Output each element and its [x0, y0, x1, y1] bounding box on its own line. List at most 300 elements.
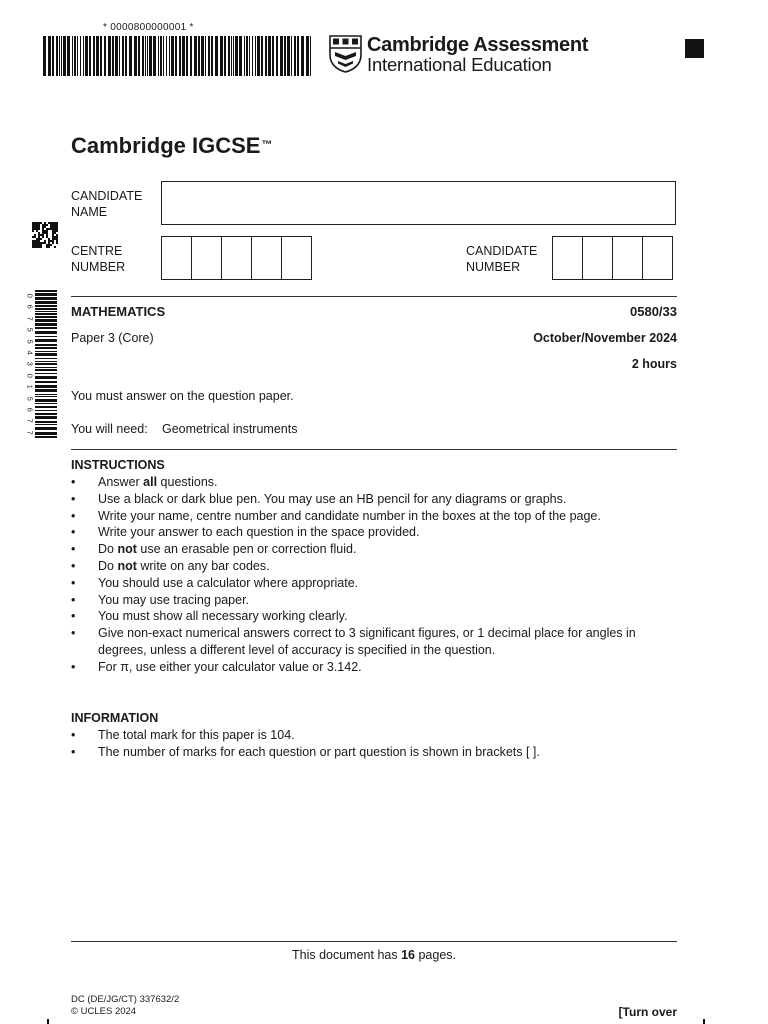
side-barcode-digit: 4	[25, 350, 35, 355]
qr-module	[32, 224, 34, 226]
barcode-bar	[74, 36, 76, 76]
barcode-bar	[145, 36, 146, 76]
barcode-bar	[77, 36, 78, 76]
instruction-item	[71, 474, 671, 491]
qr-module	[38, 242, 40, 244]
side-barcode-digit: 7	[25, 316, 35, 321]
qr-module	[40, 246, 42, 248]
barcode-bar	[138, 36, 140, 76]
qr-module	[54, 246, 56, 248]
side-barcode-bar	[35, 394, 57, 395]
barcode-bar	[306, 36, 309, 76]
side-barcode-bar	[35, 323, 57, 326]
qr-module	[46, 224, 48, 226]
qr-module	[46, 246, 48, 248]
barcode-bar	[287, 36, 290, 76]
qr-module	[50, 224, 52, 226]
side-barcode-digit: 5	[25, 339, 35, 344]
instruction-item	[71, 592, 671, 609]
candidate-number-cell[interactable]	[642, 236, 673, 280]
barcode-bar	[112, 36, 114, 76]
barcode-bar	[67, 36, 70, 76]
candidate-number-label-line2: NUMBER	[466, 260, 521, 274]
qr-module	[32, 244, 34, 246]
side-barcode-bar	[35, 339, 57, 342]
side-barcode-bar	[35, 432, 57, 435]
qr-module	[52, 224, 54, 226]
qr-module	[52, 230, 54, 232]
barcode-bar	[83, 36, 84, 76]
copyright: © UCLES 2024	[71, 1006, 137, 1017]
qr-module	[34, 222, 36, 224]
qr-module	[44, 232, 46, 234]
barcode-bar	[63, 36, 66, 76]
barcode-bar	[85, 36, 88, 76]
qr-module	[52, 242, 54, 244]
barcode-bar	[257, 36, 260, 76]
side-barcode-bar	[35, 293, 57, 296]
qr-module	[56, 238, 58, 240]
barcode-bar	[224, 36, 226, 76]
qr-module	[36, 238, 38, 240]
logo-line-1: Cambridge Assessment	[367, 34, 589, 56]
barcode-bar	[163, 36, 164, 76]
qr-code	[32, 222, 58, 248]
instruction-item-text: Answer all questions.	[98, 475, 218, 489]
side-barcode-bar	[35, 313, 57, 315]
side-barcode-bar	[35, 331, 57, 334]
equipment-label: You will need:	[71, 422, 148, 436]
barcode-bar	[93, 36, 95, 76]
qr-module	[56, 242, 58, 244]
bullet-icon: •	[71, 728, 76, 742]
qr-module	[32, 242, 34, 244]
candidate-number-label	[466, 243, 537, 275]
instruction-item-text: Write your name, centre number and candidate number in the boxes at the top of the page.	[98, 508, 601, 523]
centre-number-cell[interactable]	[251, 236, 282, 280]
crop-mark	[47, 1019, 49, 1024]
barcode-bar	[89, 36, 91, 76]
candidate-number-label-line1: CANDIDATE	[466, 244, 538, 258]
information-item	[71, 727, 671, 744]
barcode-bar	[186, 36, 188, 76]
barcode-bar	[276, 36, 278, 76]
side-barcode-bar	[35, 319, 57, 322]
qr-module	[56, 224, 58, 226]
qr-module	[50, 244, 52, 246]
side-barcode-digit: 0	[25, 293, 35, 298]
qr-module	[32, 222, 34, 224]
qr-module	[54, 232, 56, 234]
information-item-text: The number of marks for each question or part question is shown in brackets [ ].	[98, 744, 540, 759]
qr-module	[36, 226, 38, 228]
side-barcode-bar	[35, 353, 57, 356]
qr-module	[44, 230, 46, 232]
qr-module	[54, 226, 56, 228]
qr-module	[46, 230, 48, 232]
side-barcode-digit: 5	[25, 396, 35, 401]
qr-module	[32, 228, 34, 230]
side-barcode-digit: 7	[25, 430, 35, 435]
bullet-icon: •	[71, 475, 76, 489]
side-barcode-bar	[35, 396, 57, 397]
qr-module	[54, 238, 56, 240]
side-barcode-bar	[35, 358, 57, 359]
instruction-item	[71, 575, 671, 592]
barcode-bar	[171, 36, 174, 76]
qr-module	[52, 236, 54, 238]
qr-module	[38, 222, 40, 224]
barcode-bar	[147, 36, 148, 76]
barcode-bar	[179, 36, 181, 76]
candidate-name-label	[71, 188, 142, 220]
qr-module	[36, 224, 38, 226]
side-barcode-bar	[35, 305, 57, 307]
side-barcode-digit: 0	[25, 373, 35, 378]
side-barcode-bar	[35, 369, 57, 371]
qr-module	[42, 224, 44, 226]
instruction-item	[71, 541, 671, 558]
barcode-bar	[166, 36, 167, 76]
instruction-item-text: Give non-exact numerical answers correct to 3 significant figures, or 1 decimal place for angles in degrees, unless a different level of accuracy is specified in the question.	[98, 626, 636, 657]
side-barcode-bar	[35, 427, 57, 430]
candidate-name-label-line2: NAME	[71, 205, 108, 219]
qr-module	[40, 238, 42, 240]
side-barcode-digit: 7	[25, 418, 35, 424]
centre-number-cell[interactable]	[221, 236, 252, 280]
qr-module	[32, 240, 34, 242]
instruction-item	[71, 659, 671, 676]
divider	[71, 449, 677, 450]
instruction-item-text: Write your answer to each question in the space provided.	[98, 525, 420, 540]
qr-module	[56, 234, 58, 236]
qr-module	[46, 234, 48, 236]
bullet-icon: •	[71, 491, 76, 506]
side-barcode-digit: 1	[25, 384, 35, 389]
qr-module	[38, 240, 40, 242]
barcode-bar	[252, 36, 253, 76]
qr-module	[52, 240, 54, 242]
instructions-list	[71, 474, 671, 676]
side-barcode-bar	[35, 336, 57, 337]
qr-module	[34, 236, 36, 238]
side-barcode-bar	[35, 361, 57, 362]
barcode-bar	[56, 36, 58, 76]
equipment-value: Geometrical instruments	[162, 422, 298, 436]
centre-number-cell[interactable]	[281, 236, 312, 280]
cambridge-logo	[329, 34, 589, 76]
qr-module	[54, 228, 56, 230]
centre-number-cell[interactable]	[191, 236, 222, 280]
side-barcode-bar	[35, 363, 57, 365]
qr-module	[50, 240, 52, 242]
qr-module	[52, 228, 54, 230]
barcode-bar	[310, 36, 311, 76]
instructions-heading: INSTRUCTIONS	[71, 458, 165, 472]
document-reference	[71, 994, 179, 1018]
qr-module	[42, 228, 44, 230]
qr-module	[32, 226, 34, 228]
centre-number-cell[interactable]	[161, 236, 192, 280]
registration-mark	[685, 39, 704, 58]
qr-module	[44, 226, 46, 228]
bullet-icon: •	[71, 525, 76, 540]
qr-module	[42, 226, 44, 228]
side-barcode-bar	[35, 399, 57, 402]
candidate-name-label-line1: CANDIDATE	[71, 189, 143, 203]
qr-module	[48, 246, 50, 248]
barcode-bar	[198, 36, 200, 76]
barcode-bar	[48, 36, 51, 76]
qr-module	[38, 226, 40, 228]
qr-module	[34, 240, 36, 242]
barcode-bar	[80, 36, 81, 76]
qr-module	[56, 226, 58, 228]
side-barcode-bar	[35, 410, 57, 411]
barcode-bar	[134, 36, 137, 76]
barcode-bar	[297, 36, 299, 76]
barcode-bar	[104, 36, 106, 76]
qr-module	[54, 230, 56, 232]
barcode-bar	[220, 36, 223, 76]
logo-line-2: International Education	[367, 54, 552, 75]
barcode-bar	[280, 36, 283, 76]
qr-module	[50, 226, 52, 228]
instruction-item	[71, 625, 671, 659]
qr-module	[38, 232, 40, 234]
qr-module	[38, 238, 40, 240]
barcode-bar	[119, 36, 120, 76]
subject-title: MATHEMATICS	[71, 304, 166, 319]
barcode-bar	[52, 36, 54, 76]
barcode-bar	[272, 36, 274, 76]
barcode-bar	[239, 36, 242, 76]
qr-module	[40, 244, 42, 246]
barcode-bar	[175, 36, 177, 76]
barcode-bar	[261, 36, 263, 76]
information-item-text: The total mark for this paper is 104.	[98, 728, 295, 742]
qr-module	[34, 244, 36, 246]
side-barcode-bar	[35, 301, 57, 304]
barcode-bar	[108, 36, 111, 76]
instruction-item-text: For π, use either your calculator value or 3.142.	[98, 659, 362, 674]
centre-number-label	[71, 243, 125, 275]
qr-module	[34, 246, 36, 248]
qr-module	[38, 234, 40, 236]
barcode-bar	[59, 36, 60, 76]
centre-number-label-line2: NUMBER	[71, 260, 126, 274]
candidate-number-cell[interactable]	[612, 236, 643, 280]
bullet-icon: •	[71, 592, 76, 607]
side-barcode-bar	[35, 373, 57, 374]
side-barcode-bar	[35, 381, 57, 383]
information-heading: INFORMATION	[71, 711, 159, 725]
qr-module	[48, 244, 50, 246]
barcode-bar	[201, 36, 204, 76]
side-barcode-bar	[35, 413, 57, 415]
barcode-bar	[96, 36, 99, 76]
bullet-icon: •	[71, 558, 76, 573]
qr-module	[46, 232, 48, 234]
qr-module	[52, 232, 54, 234]
side-barcode-bar	[35, 421, 57, 423]
page-count-note	[0, 948, 748, 962]
qr-module	[44, 240, 46, 242]
qr-module	[40, 234, 42, 236]
qr-module	[46, 228, 48, 230]
side-barcode-bar	[35, 403, 57, 404]
qr-module	[36, 244, 38, 246]
side-barcode-bar	[35, 424, 57, 425]
bullet-icon: •	[71, 744, 76, 759]
qr-module	[36, 228, 38, 230]
qr-module	[48, 242, 50, 244]
side-barcode-bar	[35, 367, 57, 368]
bullet-icon: •	[71, 659, 76, 674]
barcode-bar	[294, 36, 296, 76]
trademark-symbol: ™	[261, 139, 273, 151]
qr-module	[38, 244, 40, 246]
barcode-bar	[61, 36, 62, 76]
instruction-item	[71, 608, 671, 625]
qr-module	[52, 226, 54, 228]
side-barcode-bar	[35, 327, 57, 329]
barcode-bar	[268, 36, 271, 76]
qr-module	[56, 236, 58, 238]
candidate-name-field[interactable]	[161, 181, 676, 225]
page-count-suffix: pages.	[414, 948, 456, 962]
centre-number-field[interactable]	[161, 236, 312, 280]
barcode-bar	[142, 36, 144, 76]
exam-session: October/November 2024	[533, 331, 677, 345]
barcode-bar	[249, 36, 250, 76]
side-barcode-digit: 3	[25, 361, 35, 367]
qr-module	[42, 232, 44, 234]
barcode-bar	[182, 36, 185, 76]
barcode-bar	[169, 36, 170, 76]
qr-module	[42, 236, 44, 238]
qr-module	[48, 222, 50, 224]
barcode-bar	[125, 36, 127, 76]
barcode-bar	[190, 36, 192, 76]
qr-module	[32, 230, 34, 232]
side-barcode	[35, 290, 57, 438]
side-barcode-bar	[35, 308, 57, 310]
barcode-bar	[255, 36, 256, 76]
instruction-item	[71, 524, 671, 541]
turn-over-note: [Turn over	[618, 1005, 677, 1019]
qr-module	[38, 228, 40, 230]
side-barcode-bar	[35, 385, 57, 388]
side-barcode-bar	[35, 290, 57, 292]
side-barcode-bar	[35, 376, 57, 379]
barcode	[43, 36, 311, 76]
side-barcode-bar	[35, 347, 57, 349]
divider	[71, 296, 677, 297]
bullet-icon: •	[71, 542, 76, 557]
document-code: DC (DE/JG/CT) 337632/2	[71, 994, 180, 1005]
qr-module	[34, 242, 36, 244]
instruction-item-text: Do not write on any bar codes.	[98, 558, 270, 573]
qr-module	[44, 222, 46, 224]
instruction-item-text: You should use a calculator where appropriate.	[98, 575, 359, 590]
qr-module	[52, 222, 54, 224]
qr-module	[52, 234, 54, 236]
barcode-bar	[153, 36, 156, 76]
qr-module	[48, 238, 50, 240]
divider	[71, 941, 677, 942]
side-barcode-bar	[35, 311, 57, 312]
title-text: Cambridge IGCSE	[71, 133, 261, 158]
barcode-number: * 0000800000001 *	[103, 22, 194, 33]
qr-module	[50, 228, 52, 230]
qr-module	[36, 242, 38, 244]
barcode-bar	[158, 36, 159, 76]
answer-note: You must answer on the question paper.	[71, 389, 294, 403]
instruction-item	[71, 491, 671, 508]
qr-module	[46, 244, 48, 246]
qr-module	[48, 228, 50, 230]
qr-module	[32, 246, 34, 248]
instruction-item	[71, 558, 671, 575]
barcode-bar	[72, 36, 73, 76]
barcode-bar	[100, 36, 102, 76]
barcode-bar	[231, 36, 232, 76]
qr-module	[32, 236, 34, 238]
side-barcode-bar	[35, 316, 57, 318]
barcode-bar	[301, 36, 304, 76]
instruction-item-text: Do not use an erasable pen or correction fluid.	[98, 542, 357, 557]
qr-module	[40, 242, 42, 244]
barcode-bar	[129, 36, 132, 76]
barcode-bar	[291, 36, 292, 76]
qr-module	[54, 224, 56, 226]
barcode-bar	[208, 36, 210, 76]
barcode-bar	[194, 36, 197, 76]
barcode-bar	[215, 36, 218, 76]
bullet-icon: •	[71, 575, 76, 590]
barcode-bar	[244, 36, 245, 76]
qr-module	[54, 236, 56, 238]
exam-duration: 2 hours	[631, 357, 677, 371]
barcode-bar	[233, 36, 234, 76]
qr-module	[56, 222, 58, 224]
candidate-number-cell[interactable]	[582, 236, 613, 280]
instruction-item	[71, 508, 671, 525]
barcode-bar	[205, 36, 206, 76]
qr-module	[56, 230, 58, 232]
instruction-item-text: Use a black or dark blue pen. You may use an HB pencil for any diagrams or graphs.	[98, 491, 567, 506]
paper-name: Paper 3 (Core)	[71, 331, 154, 345]
candidate-number-field[interactable]	[552, 236, 673, 280]
qr-module	[46, 236, 48, 238]
qr-module	[42, 242, 44, 244]
side-barcode-bar	[35, 416, 57, 419]
qr-module	[44, 242, 46, 244]
qr-module	[34, 228, 36, 230]
candidate-number-cell[interactable]	[552, 236, 583, 280]
side-barcode-digit: 6	[25, 304, 35, 310]
information-item	[71, 744, 671, 761]
paper-code: 0580/33	[630, 304, 677, 319]
bullet-icon: •	[71, 508, 76, 523]
side-barcode-bar	[35, 344, 57, 346]
bullet-icon: •	[71, 609, 76, 624]
barcode-bar	[284, 36, 286, 76]
barcode-bar	[246, 36, 248, 76]
barcode-bar	[149, 36, 152, 76]
qr-module	[48, 240, 50, 242]
